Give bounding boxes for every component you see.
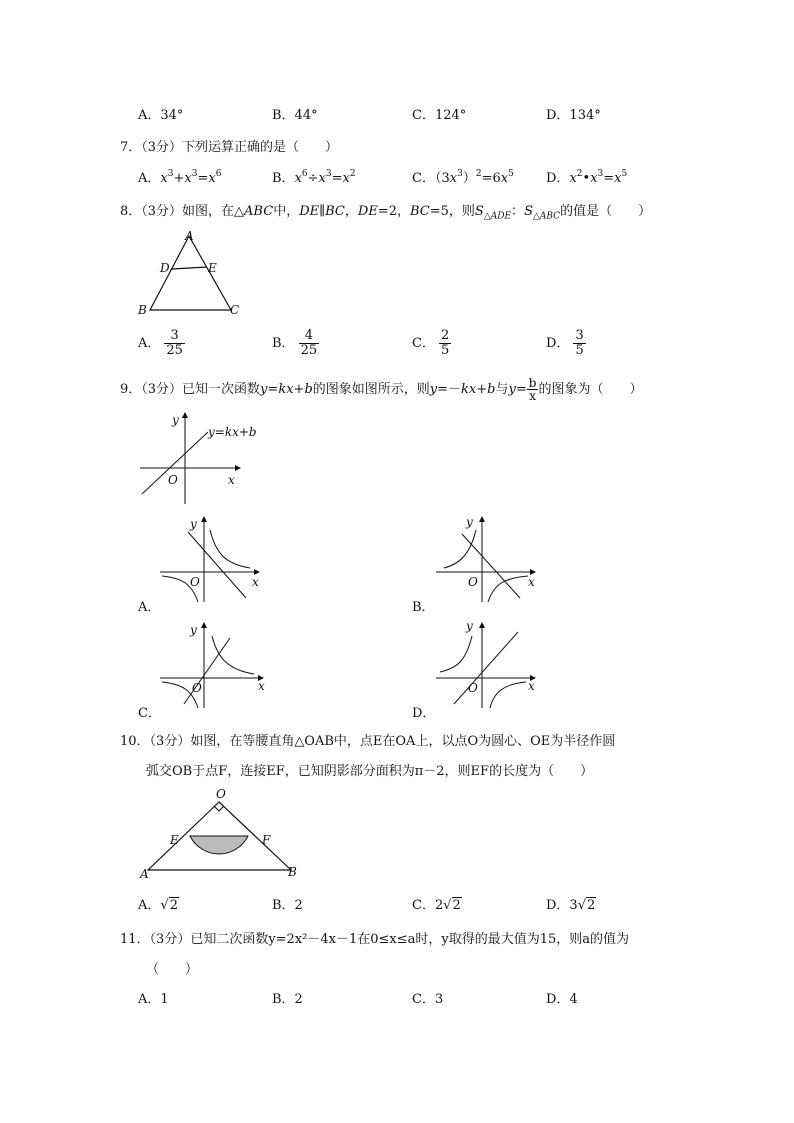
q8-option-c: C． $\frac{2}{5}$ — [412, 328, 450, 358]
q9-stem: 9．（3分）已知一次函数y=kx+b的图象如图所示，则y=－kx+b与y= $\frac{b}{x}$ 的图象为（ ） — [120, 376, 643, 403]
label-b: B — [138, 303, 147, 317]
label-b: B — [288, 865, 297, 879]
label-e: E — [208, 261, 217, 275]
q10-option-c: C．2√2 — [412, 898, 461, 913]
svg-text:x: x — [258, 679, 265, 693]
q7-option-b: B．$x^6\div x^3=x^2$ — [272, 169, 356, 186]
label-c: C — [230, 303, 240, 317]
svg-text:x: x — [528, 679, 535, 693]
line-label: y=kx+b — [208, 425, 257, 439]
q8-option-d: D． $\frac{3}{5}$ — [546, 328, 584, 358]
q8-stem: 8．（3分）如图，在△ABC中，DE∥BC，DE=2，BC=5，则$S_{\triangle ADE}$：$S_{\triangle ABC}$的值是（ ） — [120, 204, 652, 222]
svg-text:y: y — [190, 623, 197, 637]
q9-option-c-label: C． — [138, 706, 161, 721]
q10-option-b: B．2 — [272, 898, 303, 913]
svg-text:O: O — [190, 575, 200, 589]
q10-figure — [138, 788, 308, 882]
q10-option-a: A．√2 — [138, 898, 178, 913]
q11-option-a: A．1 — [138, 992, 169, 1007]
q9-option-a-graph — [160, 514, 270, 604]
label-a: A — [140, 867, 149, 881]
q11-option-c: C．3 — [412, 992, 444, 1007]
q7-option-d: D．$x^2•x^3=x^5$ — [546, 169, 628, 186]
q11-option-b: B．2 — [272, 992, 303, 1007]
q9-option-a-label: A． — [138, 600, 161, 615]
q11-stem-line1: 11．（3分）已知二次函数y=2x²－4x－1在0≤x≤a时，y取得的最大值为15，则a的值为 — [120, 932, 630, 947]
q6-option-b: B．44° — [272, 108, 318, 123]
q9-option-d-graph — [436, 620, 546, 710]
q10-option-d: D．3√2 — [546, 898, 596, 913]
label-o: O — [216, 787, 226, 801]
q9-option-c-graph — [160, 620, 270, 710]
label-e: E — [170, 833, 179, 847]
label-d: D — [160, 261, 170, 275]
svg-text:O: O — [468, 681, 478, 695]
q6-option-d: D．134° — [546, 108, 601, 123]
label-f: F — [262, 833, 271, 847]
q6-option-c: C．124° — [412, 108, 467, 123]
q7-option-a: A．$x^3+x^3=x^6$ — [138, 169, 222, 186]
svg-text:y: y — [172, 413, 179, 427]
svg-text:x: x — [528, 575, 535, 589]
svg-text:y: y — [466, 619, 473, 633]
q9-option-b-graph — [436, 514, 546, 604]
q9-given-graph — [140, 412, 280, 512]
svg-text:x: x — [228, 473, 235, 487]
q8-triangle-figure — [138, 228, 248, 318]
svg-text:y: y — [466, 515, 473, 529]
q9-option-b-label: B． — [412, 600, 435, 615]
svg-text:O: O — [468, 575, 478, 589]
svg-text:O: O — [192, 681, 202, 695]
q9-option-d-label: D． — [412, 706, 436, 721]
q10-stem-line1: 10．（3分）如图，在等腰直角△OAB中，点E在OA上，以点O为圆心、OE为半径作圆 — [120, 734, 616, 749]
q7-stem: 7．（3分）下列运算正确的是（ ） — [120, 140, 339, 155]
q11-stem-line2: （ ） — [146, 962, 199, 977]
q7-option-c: C．$(3x^3)^2=6x^5$ — [412, 169, 514, 186]
q8-option-b: B． $\frac{4}{25}$ — [272, 328, 318, 358]
q10-stem-line2: 弧交OB于点F，连接EF，已知阴影部分面积为π－2，则EF的长度为（ ） — [146, 764, 594, 779]
label-a: A — [185, 229, 194, 243]
q11-option-d: D．4 — [546, 992, 578, 1007]
svg-text:O: O — [168, 473, 178, 487]
svg-text:y: y — [190, 517, 197, 531]
svg-text:x: x — [252, 575, 259, 589]
q6-option-a: A．34° — [138, 108, 184, 123]
q8-option-a: A． $\frac{3}{25}$ — [138, 328, 183, 358]
